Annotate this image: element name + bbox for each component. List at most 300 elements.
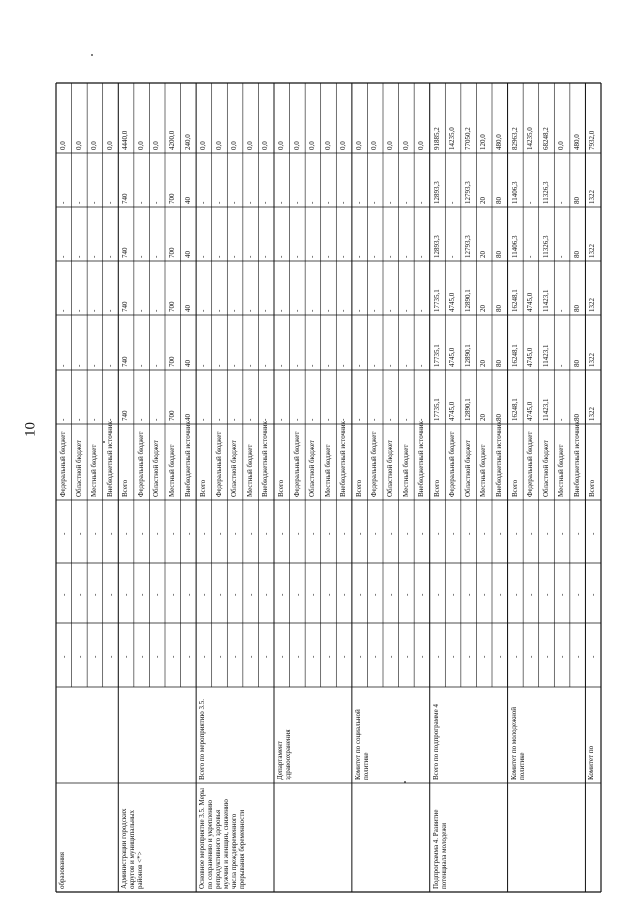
empty-cell-dash: - (480, 532, 489, 535)
amount-cell: 700 (168, 356, 176, 367)
empty-cell-dash: - (511, 655, 520, 658)
amount-cell: - (557, 364, 566, 367)
amount-cell: 0,0 (152, 141, 161, 150)
empty-cell-dash: - (60, 532, 68, 535)
amount-cell: 0,0 (214, 141, 223, 150)
amount-cell: - (74, 418, 83, 421)
funding-source: Федеральный бюджет (136, 431, 145, 497)
funding-source: Всего (199, 479, 208, 497)
empty-cell-dash: - (122, 655, 131, 658)
empty-cell-dash: - (262, 532, 271, 535)
amount-cell: - (354, 255, 363, 258)
amount-cell: 0,0 (557, 141, 566, 150)
amount-cell: 80 (495, 251, 503, 258)
empty-cell-dash: - (433, 655, 442, 658)
amount-cell: 12890,1 (463, 289, 472, 312)
amount-cell: 4745,0 (448, 401, 457, 421)
empty-cell-dash: - (169, 593, 177, 596)
empty-cell-dash: - (527, 532, 536, 535)
amount-cell: - (152, 309, 161, 312)
empty-cell-dash: - (215, 655, 224, 658)
amount-cell: - (417, 201, 426, 204)
empty-cell-dash: - (527, 593, 536, 596)
amount-cell: 11326,3 (541, 181, 550, 204)
section-title: Администрации городских округов и муниципальных районов <*> (120, 808, 145, 889)
empty-cell-dash: - (558, 593, 567, 596)
amount-cell: 4440,0 (121, 130, 130, 150)
empty-cell-dash: - (496, 655, 504, 658)
amount-cell: 740 (121, 193, 130, 204)
amount-cell: 0,0 (277, 141, 285, 150)
amount-cell: - (214, 201, 223, 204)
amount-cell: 16248,1 (510, 289, 519, 312)
funding-source: Областной бюджет (463, 440, 472, 497)
amount-cell: 82963,2 (510, 127, 519, 150)
amount-cell: 11423,1 (541, 398, 550, 421)
responsible-executor: Комитет по социальной политике (353, 709, 370, 780)
amount-cell: 740 (121, 247, 130, 258)
amount-cell: 0,0 (261, 141, 270, 150)
empty-cell-dash: - (511, 532, 520, 535)
empty-cell-dash: - (169, 532, 177, 535)
funding-source: Местный бюджет (168, 444, 176, 497)
empty-cell-dash: - (573, 593, 582, 596)
empty-cell-dash: - (75, 593, 84, 596)
amount-cell: - (105, 255, 114, 258)
empty-cell-dash: - (60, 593, 68, 596)
responsible-executor: Всего по мероприятию 3.5. (198, 699, 207, 780)
amount-cell: 740 (121, 410, 130, 421)
amount-cell: - (417, 418, 426, 421)
amount-cell: 0,0 (90, 141, 99, 150)
funding-source: Областной бюджет (230, 440, 239, 497)
amount-cell: 0,0 (245, 141, 254, 150)
empty-cell-dash: - (309, 532, 318, 535)
empty-cell-dash: - (324, 593, 333, 596)
amount-cell: - (370, 255, 379, 258)
amount-cell: - (277, 201, 285, 204)
amount-cell: - (214, 364, 223, 367)
amount-cell: 0,0 (401, 141, 410, 150)
amount-cell: - (417, 309, 426, 312)
empty-cell-dash: - (542, 655, 551, 658)
funding-source: Внебюджетный источник (339, 421, 348, 497)
amount-cell: 20 (479, 414, 488, 421)
amount-cell: - (136, 418, 145, 421)
funding-source: Областной бюджет (74, 440, 83, 497)
empty-cell-dash: - (293, 593, 302, 596)
amount-cell: - (230, 201, 239, 204)
empty-cell-dash: - (402, 655, 411, 658)
amount-cell: - (401, 201, 410, 204)
amount-cell: 480,0 (572, 134, 581, 150)
amount-cell: - (292, 364, 301, 367)
amount-cell: - (401, 418, 410, 421)
amount-cell: - (339, 255, 348, 258)
empty-cell-dash: - (355, 655, 364, 658)
amount-cell: 0,0 (292, 141, 301, 150)
amount-cell: - (261, 364, 270, 367)
amount-cell: 80 (495, 360, 503, 367)
empty-cell-dash: - (137, 655, 146, 658)
amount-cell: - (59, 255, 67, 258)
amount-cell: 0,0 (230, 141, 239, 150)
amount-cell: 1322 (588, 298, 597, 312)
amount-cell: 4745,0 (448, 347, 457, 367)
empty-cell-dash: - (231, 593, 240, 596)
empty-cell-dash: - (496, 532, 504, 535)
amount-cell: 12890,1 (463, 398, 472, 421)
amount-cell: 4745,0 (448, 292, 457, 312)
amount-cell: 12793,3 (463, 181, 472, 204)
amount-cell: 80 (495, 305, 503, 312)
responsible-executor: Комитет по молодежной политике (509, 707, 526, 780)
amount-cell: - (277, 418, 285, 421)
empty-cell-dash: - (278, 655, 286, 658)
amount-cell: - (59, 201, 67, 204)
empty-cell-dash: - (480, 655, 489, 658)
amount-cell: 80 (572, 305, 581, 312)
empty-cell-dash: - (542, 532, 551, 535)
amount-cell: 1322 (588, 244, 597, 258)
empty-cell-dash: - (418, 532, 427, 535)
amount-cell: 0,0 (370, 141, 379, 150)
responsible-executor: Департамент здравоохранения (276, 729, 292, 780)
amount-cell: - (292, 201, 301, 204)
empty-cell-dash: - (200, 532, 209, 535)
amount-cell: - (323, 309, 332, 312)
amount-cell: 17735,1 (432, 398, 441, 421)
amount-cell: 12893,3 (432, 235, 441, 258)
amount-cell: 0,0 (354, 141, 363, 150)
empty-cell-dash: - (589, 655, 598, 658)
amount-cell: - (354, 309, 363, 312)
empty-cell-dash: - (371, 532, 380, 535)
amount-cell: - (90, 201, 99, 204)
amount-cell: - (199, 418, 208, 421)
amount-cell: 16248,1 (510, 398, 519, 421)
amount-cell: 12893,3 (432, 181, 441, 204)
amount-cell: 120,0 (479, 134, 488, 150)
empty-cell-dash: - (449, 532, 458, 535)
funding-source: Областной бюджет (541, 440, 550, 497)
amount-cell: - (214, 309, 223, 312)
empty-cell-dash: - (231, 532, 240, 535)
amount-cell: - (308, 255, 317, 258)
empty-cell-dash: - (402, 593, 411, 596)
amount-cell: - (90, 309, 99, 312)
funding-source: Всего (277, 479, 285, 497)
amount-cell: - (245, 418, 254, 421)
amount-cell: - (230, 255, 239, 258)
amount-cell: - (136, 364, 145, 367)
amount-cell: - (90, 418, 99, 421)
amount-cell: - (105, 309, 114, 312)
amount-cell: 17735,1 (432, 344, 441, 367)
empty-cell-dash: - (137, 532, 146, 535)
empty-cell-dash: - (511, 593, 520, 596)
funding-source: Внебюджетный источник (261, 421, 270, 497)
section-title: Подпрограмма 4. Развитие потенциала молодежи (431, 809, 448, 889)
amount-cell: - (386, 364, 394, 367)
amount-cell: - (105, 364, 114, 367)
amount-cell: 20 (479, 360, 488, 367)
funding-source: Внебюджетный источник (417, 421, 426, 497)
amount-cell: - (370, 201, 379, 204)
amount-cell: - (417, 364, 426, 367)
funding-source: Всего (432, 479, 441, 497)
amount-cell: 0,0 (74, 141, 83, 150)
amount-cell: 0,0 (105, 141, 114, 150)
funding-source: Местный бюджет (401, 444, 410, 497)
amount-cell: - (136, 201, 145, 204)
empty-cell-dash: - (278, 532, 286, 535)
amount-cell: - (354, 418, 363, 421)
amount-cell: 700 (168, 301, 176, 312)
empty-cell-dash: - (231, 655, 240, 658)
empty-cell-dash: - (91, 655, 100, 658)
empty-cell-dash: - (542, 593, 551, 596)
empty-cell-dash: - (106, 655, 115, 658)
responsible-executor: Комитет по (587, 745, 596, 780)
funding-source: Федеральный бюджет (526, 431, 535, 497)
empty-cell-dash: - (433, 593, 442, 596)
amount-cell: 0,0 (308, 141, 317, 150)
amount-cell: - (152, 418, 161, 421)
amount-cell: 0,0 (339, 141, 348, 150)
empty-cell-dash: - (153, 593, 162, 596)
amount-cell: - (323, 418, 332, 421)
amount-cell: - (230, 309, 239, 312)
empty-cell-dash: - (184, 593, 193, 596)
budget-table (56, 83, 601, 892)
amount-cell: - (323, 255, 332, 258)
empty-cell-dash: - (246, 655, 255, 658)
amount-cell: - (245, 201, 254, 204)
empty-cell-dash: - (309, 655, 318, 658)
empty-cell-dash: - (91, 532, 100, 535)
empty-cell-dash: - (106, 593, 115, 596)
funding-source: Местный бюджет (245, 444, 254, 497)
section-title: образования (58, 852, 66, 889)
amount-cell: - (105, 418, 114, 421)
empty-cell-dash: - (293, 655, 302, 658)
amount-cell: 0,0 (417, 141, 426, 150)
amount-cell: 1322 (588, 353, 597, 367)
empty-cell-dash: - (464, 532, 473, 535)
amount-cell: 77050,2 (463, 127, 472, 150)
amount-cell: - (417, 255, 426, 258)
amount-cell: - (323, 201, 332, 204)
amount-cell: - (90, 364, 99, 367)
amount-cell: - (370, 418, 379, 421)
amount-cell: 240,0 (183, 134, 192, 150)
funding-source: Внебюджетный источник (105, 421, 114, 497)
empty-cell-dash: - (387, 655, 395, 658)
amount-cell: - (59, 364, 67, 367)
empty-cell-dash: - (418, 593, 427, 596)
empty-cell-dash: - (106, 532, 115, 535)
amount-cell: - (448, 201, 457, 204)
amount-cell: 40 (183, 251, 192, 258)
amount-cell: - (339, 309, 348, 312)
funding-source: Внебюджетный источник (495, 421, 503, 497)
amount-cell: - (354, 201, 363, 204)
amount-cell: - (386, 418, 394, 421)
amount-cell: - (292, 255, 301, 258)
amount-cell: 4745,0 (526, 401, 535, 421)
funding-source: Местный бюджет (323, 444, 332, 497)
scan-speck (91, 54, 93, 56)
empty-cell-dash: - (324, 532, 333, 535)
amount-cell: - (339, 364, 348, 367)
empty-cell-dash: - (246, 593, 255, 596)
amount-cell: 80 (495, 414, 503, 421)
funding-source: Федеральный бюджет (370, 431, 379, 497)
amount-cell: 80 (572, 251, 581, 258)
amount-cell: 0,0 (199, 141, 208, 150)
funding-source: Федеральный бюджет (448, 431, 457, 497)
amount-cell: 91885,2 (432, 127, 441, 150)
empty-cell-dash: - (589, 532, 598, 535)
empty-cell-dash: - (573, 655, 582, 658)
amount-cell: - (526, 201, 535, 204)
amount-cell: - (292, 418, 301, 421)
amount-cell: 80 (572, 414, 581, 421)
empty-cell-dash: - (418, 655, 427, 658)
amount-cell: - (526, 255, 535, 258)
amount-cell: - (386, 201, 394, 204)
amount-cell: 1322 (588, 407, 597, 421)
amount-cell: - (370, 309, 379, 312)
empty-cell-dash: - (200, 655, 209, 658)
funding-source: Федеральный бюджет (59, 431, 67, 497)
page-number: 10 (22, 422, 39, 437)
amount-cell: 14235,0 (526, 127, 535, 150)
amount-cell: - (448, 255, 457, 258)
empty-cell-dash: - (340, 593, 349, 596)
amount-cell: 0,0 (323, 141, 332, 150)
amount-cell: - (261, 255, 270, 258)
amount-cell: - (323, 364, 332, 367)
empty-cell-dash: - (558, 655, 567, 658)
amount-cell: - (386, 255, 394, 258)
amount-cell: - (339, 201, 348, 204)
amount-cell: - (90, 255, 99, 258)
empty-cell-dash: - (433, 532, 442, 535)
amount-cell: 740 (121, 301, 130, 312)
amount-cell: 40 (183, 305, 192, 312)
amount-cell: 20 (479, 251, 488, 258)
amount-cell: 16248,1 (510, 344, 519, 367)
responsible-executor: Всего по подпрограмме 4 (431, 704, 440, 780)
amount-cell: - (136, 309, 145, 312)
empty-cell-dash: - (278, 593, 286, 596)
amount-cell: - (245, 255, 254, 258)
amount-cell: - (370, 364, 379, 367)
amount-cell: - (277, 309, 285, 312)
amount-cell: 480,0 (495, 134, 503, 150)
funding-source: Федеральный бюджет (214, 431, 223, 497)
amount-cell: 740 (121, 356, 130, 367)
amount-cell: - (401, 309, 410, 312)
amount-cell: - (557, 309, 566, 312)
empty-cell-dash: - (91, 593, 100, 596)
amount-cell: - (354, 364, 363, 367)
amount-cell: - (386, 309, 394, 312)
empty-cell-dash: - (215, 593, 224, 596)
amount-cell: 12793,3 (463, 235, 472, 258)
amount-cell: - (152, 201, 161, 204)
funding-source: Всего (588, 479, 597, 497)
empty-cell-dash: - (60, 655, 68, 658)
empty-cell-dash: - (169, 655, 177, 658)
amount-cell: 17735,1 (432, 289, 441, 312)
funding-source: Местный бюджет (90, 444, 99, 497)
amount-cell: 11423,1 (541, 289, 550, 312)
amount-cell: 40 (183, 360, 192, 367)
amount-cell: - (74, 201, 83, 204)
empty-cell-dash: - (464, 655, 473, 658)
amount-cell: 80 (495, 197, 503, 204)
amount-cell: - (136, 255, 145, 258)
empty-cell-dash: - (122, 532, 131, 535)
empty-cell-dash: - (573, 532, 582, 535)
empty-cell-dash: - (153, 655, 162, 658)
empty-cell-dash: - (387, 593, 395, 596)
empty-cell-dash: - (402, 532, 411, 535)
amount-cell: - (199, 309, 208, 312)
amount-cell: - (245, 364, 254, 367)
amount-cell: 0,0 (59, 141, 67, 150)
amount-cell: 40 (183, 197, 192, 204)
empty-cell-dash: - (75, 655, 84, 658)
empty-cell-dash: - (153, 532, 162, 535)
amount-cell: 4745,0 (526, 292, 535, 312)
amount-cell: - (230, 418, 239, 421)
amount-cell: - (557, 418, 566, 421)
empty-cell-dash: - (262, 655, 271, 658)
funding-source: Областной бюджет (152, 440, 161, 497)
amount-cell: - (292, 309, 301, 312)
amount-cell: - (277, 364, 285, 367)
amount-cell: - (59, 309, 67, 312)
empty-cell-dash: - (184, 655, 193, 658)
amount-cell: - (339, 418, 348, 421)
funding-source: Местный бюджет (557, 444, 566, 497)
empty-cell-dash: - (449, 655, 458, 658)
funding-source: Федеральный бюджет (292, 431, 301, 497)
amount-cell: 12890,1 (463, 344, 472, 367)
amount-cell: - (401, 364, 410, 367)
amount-cell: 4745,0 (526, 347, 535, 367)
amount-cell: - (199, 364, 208, 367)
empty-cell-dash: - (387, 532, 395, 535)
empty-cell-dash: - (371, 655, 380, 658)
amount-cell: 20 (479, 197, 488, 204)
amount-cell: 700 (168, 410, 176, 421)
amount-cell: - (308, 309, 317, 312)
amount-cell: 11326,3 (541, 235, 550, 258)
empty-cell-dash: - (184, 532, 193, 535)
empty-cell-dash: - (464, 593, 473, 596)
amount-cell: 7932,0 (588, 130, 597, 150)
amount-cell: - (261, 418, 270, 421)
amount-cell: 11406,3 (510, 181, 519, 204)
empty-cell-dash: - (371, 593, 380, 596)
amount-cell: - (105, 201, 114, 204)
empty-cell-dash: - (293, 532, 302, 535)
